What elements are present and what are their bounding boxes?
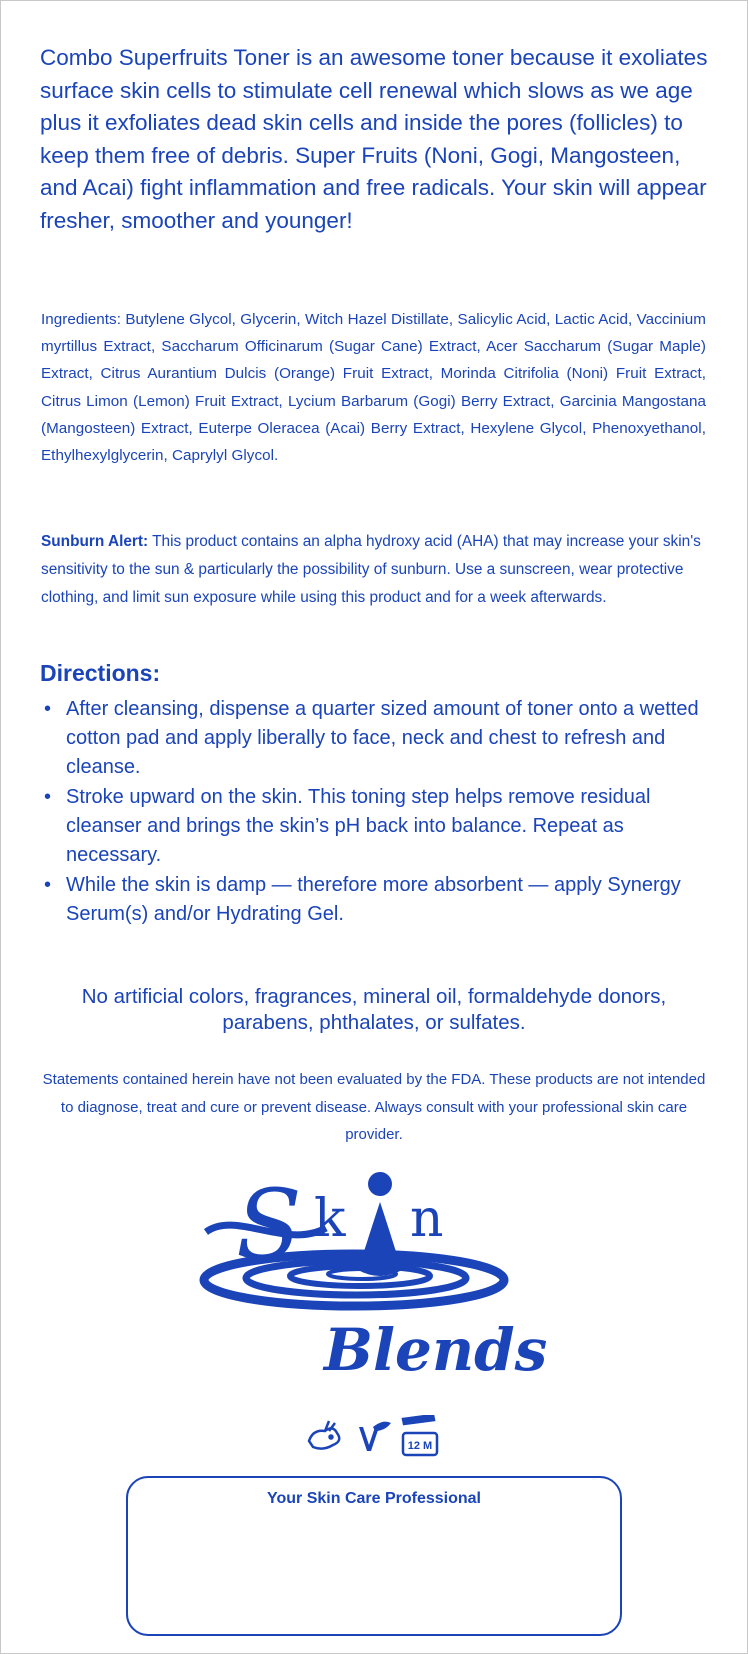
professional-box-label: Your Skin Care Professional [267,1490,481,1507]
fda-disclaimer: Statements contained herein have not been evaluated by the FDA. These products are not intended to diagnose, treat and cure or prevent disease. Always consult with your professional skin care provider. [42,1071,706,1143]
directions-list [40,695,720,930]
directions-title: Directions: [40,660,161,686]
water-drop-icon [358,1202,402,1276]
logo-letter-s: S [236,1170,302,1281]
logo-letter-k: k [314,1189,346,1249]
sunburn-alert-text: This product contains an alpha hydroxy acid (AHA) that may increase your skin's sensitivity to the sun & particularly the possibility of sunburn. Use a sunscreen, wear protective clothing, and limit sun exposure while using this product and for a week afterwards. [41,533,701,606]
drop-dot-icon [368,1172,392,1196]
product-description: Combo Superfruits Toner is an awesome toner because it exoliates surface skin cells to stimulate cell renewal which slows as we age plus it exfoliates dead skin cells and inside the pores (follicles) to keep them free of debris. Super Fruits (Noni, Gogi, Mangosteen, and Acai) fight inflammation and free radicals. Your skin will appear fresher, smoother and younger! [40,45,708,233]
cruelty-free-rabbit-icon [309,1421,339,1449]
bullet-icon: • [44,874,52,896]
bullet-icon: • [44,698,52,720]
free-from-statement: No artificial colors, fragrances, mineral oil, formaldehyde donors, parabens, phthalates, or sulfates. [81,985,667,1034]
bullet-icon: • [44,786,52,808]
pao-label: 12 M [407,1440,433,1452]
directions-item [40,695,720,782]
directions-item-text: After cleansing, dispense a quarter sized amount of toner onto a wetted cotton pad and apply liberally to face, neck and chest to refresh and cleanse. [66,698,699,778]
sunburn-alert-label: Sunburn Alert: [41,533,149,550]
sunburn-alert [41,528,713,612]
professional-stamp-box [126,1476,622,1636]
logo-word-blends: Blends [324,1316,548,1384]
directions-item-text: Stroke upward on the skin. This toning step helps remove residual cleanser and brings the skin’s pH back into balance. Repeat as necessary. [66,786,651,866]
directions-item [40,871,720,929]
directions-item-text: While the skin is damp — therefore more absorbent — apply Synergy Serum(s) and/or Hydrating Gel. [66,874,681,925]
product-badges [303,1415,453,1457]
logo-letter-n: n [410,1189,444,1249]
directions-item [40,783,720,870]
vegan-leaf-icon [359,1422,391,1451]
ingredients-list: Ingredients: Butylene Glycol, Glycerin, Witch Hazel Distillate, Salicylic Acid, Lactic Acid, Vaccinium myrtillus Extract, Saccharum Officinarum (Sugar Cane) Extract, Acer Saccharum (Sugar Maple) Extract, Citrus Aurantium Dulcis (Orange) Fruit Extract, Morinda Citrifolia (Noni) Fruit Extract, Citrus Limon (Lemon) Fruit Extract, Lycium Barbarum (Gogi) Berry Extract, Garcinia Mangostana (Mangosteen) Extract, Euterpe Oleracea (Acai) Berry Extract, Hexylene Glycol, Phenoxyethanol, Ethylhexylglycerin, Caprylyl Glycol. [41,311,706,465]
skin-blends-logo [196,1170,556,1390]
